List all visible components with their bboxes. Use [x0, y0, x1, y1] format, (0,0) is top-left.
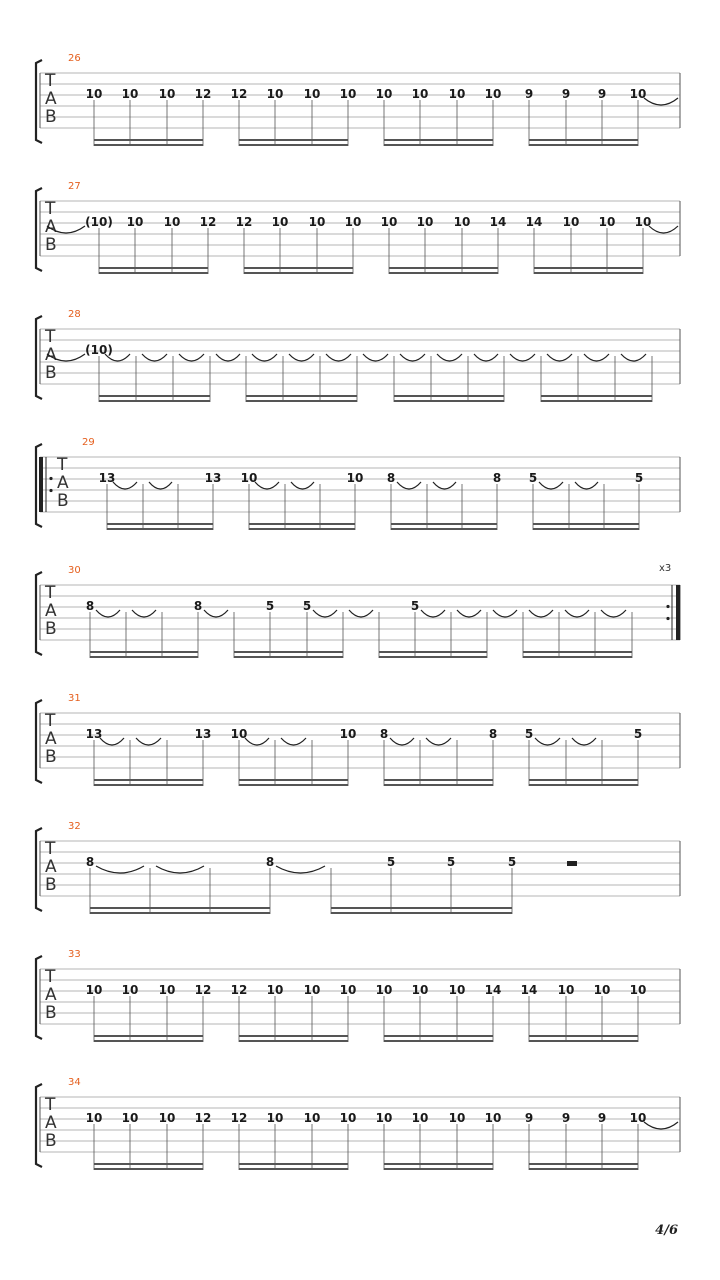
beam-secondary: [529, 1168, 638, 1170]
beam-primary: [90, 651, 198, 653]
tie-arc: [363, 354, 388, 361]
tie-arc: [252, 354, 277, 361]
fret-number: 10: [448, 1111, 466, 1125]
tie-arc: [400, 354, 425, 361]
beam-secondary: [529, 1040, 638, 1042]
fret-number: 10: [448, 87, 466, 101]
tie-arc: [529, 610, 553, 617]
system-bracket: [36, 572, 42, 655]
repeat-end-thick-bar: [676, 585, 680, 640]
fret-number: 14: [489, 215, 507, 229]
fret-number: 9: [597, 87, 607, 101]
fret-number: 5: [386, 855, 396, 869]
tie-arc: [276, 866, 325, 873]
tie-arc: [426, 738, 451, 745]
fret-number: 8: [379, 727, 389, 741]
fret-number: 14: [520, 983, 538, 997]
beam-primary: [391, 523, 497, 525]
tab-clef-letter: T: [57, 455, 68, 475]
beam-secondary: [384, 1168, 493, 1170]
fret-number: 8: [193, 599, 203, 613]
beam-secondary: [384, 144, 493, 146]
tab-system: [36, 693, 680, 786]
beam-primary: [529, 1163, 638, 1165]
beam-secondary: [331, 912, 512, 914]
fret-number: 10: [266, 983, 284, 997]
tie-arc: [575, 482, 598, 489]
tie-arc: [204, 610, 228, 617]
tab-clef-letter: T: [45, 71, 56, 91]
beam-primary: [533, 523, 639, 525]
tie-arc: [644, 1122, 678, 1129]
fret-number: 5: [634, 471, 644, 485]
fret-number: 12: [194, 87, 212, 101]
tie-arc: [601, 610, 626, 617]
fret-number: 10: [230, 727, 248, 741]
fret-number: 10: [411, 87, 429, 101]
fret-number: 12: [235, 215, 253, 229]
beam-primary: [90, 907, 270, 909]
tie-arc: [457, 610, 481, 617]
beam-primary: [541, 395, 652, 397]
fret-number: 10: [303, 1111, 321, 1125]
beam-secondary: [534, 272, 643, 274]
fret-number: 8: [265, 855, 275, 869]
beam-secondary: [90, 912, 270, 914]
beam-secondary: [533, 528, 639, 530]
fret-number: 10: [303, 983, 321, 997]
fret-number: 12: [199, 215, 217, 229]
beam-secondary: [391, 528, 497, 530]
fret-number: 10: [266, 1111, 284, 1125]
fret-number: 10: [126, 215, 144, 229]
tab-clef-letter: T: [45, 839, 56, 859]
tie-arc: [132, 610, 156, 617]
fret-number: 10: [121, 1111, 139, 1125]
fret-number: 10: [339, 87, 357, 101]
beam-primary: [239, 1035, 348, 1037]
fret-number: 5: [633, 727, 643, 741]
repeat-start-thick-bar: [39, 457, 43, 512]
beam-secondary: [379, 656, 487, 658]
fret-number: 12: [194, 983, 212, 997]
tab-clef-letter: B: [45, 1131, 57, 1151]
tie-arc: [572, 738, 596, 745]
beam-secondary: [239, 1168, 348, 1170]
fret-number: 10: [416, 215, 434, 229]
fret-number: 9: [561, 87, 571, 101]
measure-number: 27: [68, 181, 81, 192]
beam-primary: [529, 1035, 638, 1037]
beam-secondary: [94, 784, 203, 786]
tab-clef-letter: A: [45, 345, 57, 365]
system-bracket: [36, 1084, 42, 1167]
measure-number: 26: [68, 53, 81, 64]
tie-arc: [136, 738, 161, 745]
tie-arc: [216, 354, 240, 361]
tie-arc: [349, 610, 373, 617]
fret-number: 12: [230, 1111, 248, 1125]
tie-arc: [96, 866, 144, 873]
tie-arc: [565, 610, 589, 617]
beam-secondary: [529, 144, 638, 146]
beam-secondary: [246, 400, 357, 402]
fret-number: 10: [158, 983, 176, 997]
beam-primary: [94, 779, 203, 781]
fret-number: 10: [629, 983, 647, 997]
fret-number: 10: [271, 215, 289, 229]
beam-secondary: [234, 656, 343, 658]
system-bracket: [36, 828, 42, 911]
tie-arc: [245, 738, 269, 745]
beam-primary: [249, 523, 355, 525]
fret-number: 14: [484, 983, 502, 997]
tab-clef-letter: B: [45, 1003, 57, 1023]
fret-number: 10: [484, 87, 502, 101]
fret-number: 5: [524, 727, 534, 741]
beam-secondary: [389, 272, 498, 274]
repeat-count: x3: [659, 563, 672, 574]
system-bracket: [36, 60, 42, 143]
tab-clef-letter: T: [45, 711, 56, 731]
fret-number: (10): [85, 215, 113, 229]
beam-secondary: [94, 1168, 203, 1170]
tie-arc: [313, 610, 337, 617]
fret-number: 12: [230, 983, 248, 997]
system-bracket: [36, 188, 42, 271]
tie-arc: [584, 354, 609, 361]
beam-primary: [107, 523, 213, 525]
beam-secondary: [249, 528, 355, 530]
beam-secondary: [94, 1040, 203, 1042]
tab-clef-letter: B: [57, 491, 69, 511]
tie-arc: [149, 482, 172, 489]
fret-number: 12: [230, 87, 248, 101]
tab-clef-letter: T: [45, 967, 56, 987]
tab-clef-letter: T: [45, 327, 56, 347]
beam-secondary: [94, 144, 203, 146]
beam-primary: [389, 267, 498, 269]
beam-primary: [234, 651, 343, 653]
fret-number: 10: [121, 87, 139, 101]
fret-number: 9: [524, 1111, 534, 1125]
fret-number: 10: [85, 983, 103, 997]
beam-secondary: [239, 1040, 348, 1042]
beam-secondary: [99, 400, 210, 402]
fret-number: 10: [240, 471, 258, 485]
fret-number: 10: [339, 983, 357, 997]
beam-secondary: [384, 1040, 493, 1042]
tab-clef-letter: A: [45, 985, 57, 1005]
measure-number: 34: [68, 1077, 81, 1088]
fret-number: 5: [410, 599, 420, 613]
tab-clef-letter: B: [45, 747, 57, 767]
fret-number: 12: [194, 1111, 212, 1125]
tie-arc: [100, 738, 124, 745]
beam-secondary: [384, 784, 493, 786]
fret-number: 10: [121, 983, 139, 997]
tie-arc: [510, 354, 535, 361]
tab-clef-letter: A: [45, 1113, 57, 1133]
measure-number: 30: [68, 565, 81, 576]
measure-number: 29: [82, 437, 95, 448]
fret-number: 10: [380, 215, 398, 229]
fret-number: 13: [85, 727, 103, 741]
beam-primary: [529, 139, 638, 141]
tie-arc: [156, 866, 204, 873]
tie-arc: [421, 610, 445, 617]
tab-system: [36, 437, 680, 530]
tie-arc: [539, 482, 563, 489]
tie-arc: [96, 610, 120, 617]
measure-number: 28: [68, 309, 81, 320]
tie-arc: [493, 610, 517, 617]
page-number: 4/6: [655, 1223, 678, 1238]
beam-primary: [239, 1163, 348, 1165]
tie-arc: [326, 354, 351, 361]
fret-number: 10: [339, 727, 357, 741]
fret-number: 10: [158, 1111, 176, 1125]
tie-arc: [255, 482, 279, 489]
tie-arc: [142, 354, 167, 361]
beam-secondary: [244, 272, 353, 274]
fret-number: 13: [194, 727, 212, 741]
fret-number: 8: [386, 471, 396, 485]
beam-primary: [244, 267, 353, 269]
tie-arc: [390, 738, 414, 745]
tie-arc: [437, 354, 462, 361]
fret-number: 10: [375, 1111, 393, 1125]
tab-clef-letter: A: [45, 857, 57, 877]
tab-clef-letter: A: [45, 729, 57, 749]
tie-arc: [397, 482, 421, 489]
fret-number: 10: [375, 87, 393, 101]
fret-number: 9: [561, 1111, 571, 1125]
fret-number: 10: [344, 215, 362, 229]
fret-number: 5: [507, 855, 517, 869]
beam-primary: [239, 779, 348, 781]
beam-secondary: [541, 400, 652, 402]
tab-clef-letter: A: [45, 217, 57, 237]
beam-primary: [239, 139, 348, 141]
beam-secondary: [394, 400, 504, 402]
tie-arc: [649, 226, 678, 233]
fret-number: 5: [302, 599, 312, 613]
fret-number: 10: [411, 983, 429, 997]
fret-number: 9: [524, 87, 534, 101]
fret-number: (10): [85, 343, 113, 357]
tie-arc: [474, 354, 498, 361]
tab-clef-letter: A: [45, 601, 57, 621]
measure-number: 32: [68, 821, 81, 832]
tab-clef-letter: A: [57, 473, 69, 493]
beam-primary: [529, 779, 638, 781]
repeat-dot: [666, 617, 669, 620]
beam-secondary: [99, 272, 208, 274]
beam-primary: [94, 139, 203, 141]
fret-number: 8: [85, 599, 95, 613]
fret-number: 10: [308, 215, 326, 229]
tab-system: [36, 1077, 680, 1170]
fret-number: 10: [453, 215, 471, 229]
fret-number: 10: [562, 215, 580, 229]
fret-number: 10: [629, 87, 647, 101]
fret-number: 10: [85, 1111, 103, 1125]
fret-number: 10: [598, 215, 616, 229]
fret-number: 13: [204, 471, 222, 485]
system-bracket: [36, 956, 42, 1039]
beam-primary: [384, 1163, 493, 1165]
tab-clef-letter: B: [45, 875, 57, 895]
beam-primary: [94, 1163, 203, 1165]
tie-arc: [535, 738, 560, 745]
beam-secondary: [529, 784, 638, 786]
fret-number: 10: [593, 983, 611, 997]
tab-system: [36, 563, 680, 658]
beam-primary: [384, 1035, 493, 1037]
measure-number: 33: [68, 949, 81, 960]
fret-number: 8: [488, 727, 498, 741]
tie-arc: [621, 354, 646, 361]
tie-arc: [291, 482, 314, 489]
beam-primary: [384, 139, 493, 141]
beam-secondary: [239, 144, 348, 146]
fret-number: 10: [448, 983, 466, 997]
tie-arc: [289, 354, 314, 361]
repeat-dot: [49, 477, 52, 480]
measure-number: 31: [68, 693, 81, 704]
fret-number: 10: [629, 1111, 647, 1125]
tab-clef-letter: B: [45, 107, 57, 127]
system-bracket: [36, 700, 42, 783]
fret-number: 10: [339, 1111, 357, 1125]
beam-primary: [534, 267, 643, 269]
tab-system: [36, 181, 680, 274]
tab-clef-letter: T: [45, 1095, 56, 1115]
beam-primary: [99, 267, 208, 269]
fret-number: 9: [597, 1111, 607, 1125]
fret-number: 10: [557, 983, 575, 997]
beam-primary: [394, 395, 504, 397]
fret-number: 10: [163, 215, 181, 229]
fret-number: 10: [158, 87, 176, 101]
fret-number: 14: [525, 215, 543, 229]
rest-symbol: [567, 861, 577, 866]
system-bracket: [36, 316, 42, 399]
beam-primary: [331, 907, 512, 909]
tab-clef-letter: T: [45, 583, 56, 603]
tab-clef-letter: A: [45, 89, 57, 109]
tie-arc: [113, 482, 137, 489]
fret-number: 8: [85, 855, 95, 869]
fret-number: 5: [265, 599, 275, 613]
fret-number: 10: [484, 1111, 502, 1125]
tab-system: [36, 949, 680, 1042]
tie-arc: [644, 98, 678, 105]
fret-number: 10: [411, 1111, 429, 1125]
beam-secondary: [107, 528, 213, 530]
tab-clef-letter: T: [45, 199, 56, 219]
tab-clef-letter: B: [45, 363, 57, 383]
fret-number: 5: [446, 855, 456, 869]
tie-arc: [433, 482, 456, 489]
fret-number: 13: [98, 471, 116, 485]
fret-number: 10: [346, 471, 364, 485]
beam-secondary: [239, 784, 348, 786]
fret-number: 5: [528, 471, 538, 485]
tie-arc: [179, 354, 204, 361]
fret-number: 10: [303, 87, 321, 101]
tab-system: [36, 821, 680, 914]
tab-clef-letter: B: [45, 235, 57, 255]
fret-number: 10: [375, 983, 393, 997]
tab-system: [36, 53, 680, 146]
fret-number: 8: [492, 471, 502, 485]
fret-number: 10: [634, 215, 652, 229]
beam-primary: [246, 395, 357, 397]
tie-arc: [281, 738, 306, 745]
repeat-dot: [666, 605, 669, 608]
tab-system: [36, 309, 680, 402]
beam-primary: [384, 779, 493, 781]
beam-primary: [523, 651, 632, 653]
beam-primary: [94, 1035, 203, 1037]
tab-clef-letter: B: [45, 619, 57, 639]
fret-number: 10: [266, 87, 284, 101]
beam-primary: [99, 395, 210, 397]
fret-number: 10: [85, 87, 103, 101]
beam-secondary: [90, 656, 198, 658]
beam-secondary: [523, 656, 632, 658]
beam-primary: [379, 651, 487, 653]
tie-arc: [547, 354, 572, 361]
repeat-dot: [49, 489, 52, 492]
